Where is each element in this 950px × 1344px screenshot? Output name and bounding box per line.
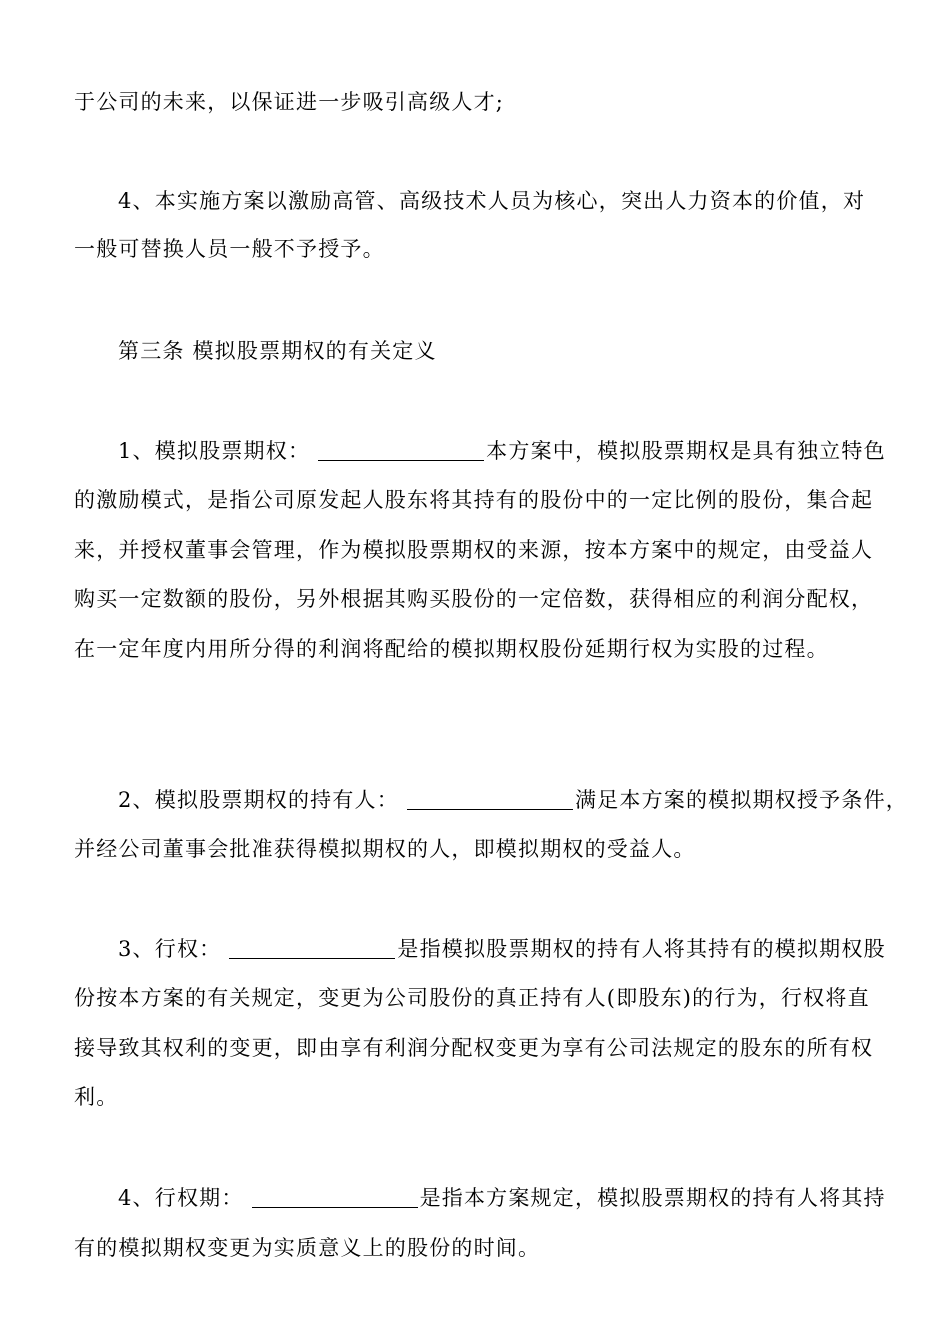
fill-in-blank (252, 1185, 418, 1208)
definition-term: 2、模拟股票期权的持有人： (118, 788, 399, 812)
definition-line (118, 1184, 928, 1212)
paragraph-line: 一般可替换人员一般不予授予。 (74, 237, 385, 261)
section-heading: 第三条 模拟股票期权的有关定义 (118, 339, 437, 363)
paragraph-line: 接导致其权利的变更，即由享有利润分配权变更为享有公司法规定的股东的所有权 (74, 1036, 874, 1060)
paragraph-line: 有的模拟期权变更为实质意义上的股份的时间。 (74, 1236, 541, 1260)
definition-text: 本方案中，模拟股票期权是具有独立特色 (486, 439, 886, 463)
paragraph-line: 份按本方案的有关规定，变更为公司股份的真正持有人(即股东)的行为，行权将直 (74, 986, 870, 1010)
definition-line (118, 935, 928, 963)
definition-line (118, 437, 928, 465)
paragraph-line: 来，并授权董事会管理，作为模拟股票期权的来源，按本方案中的规定，由受益人 (74, 538, 874, 562)
definition-text: 是指模拟股票期权的持有人将其持有的模拟期权股 (397, 937, 886, 961)
fill-in-blank (318, 438, 484, 461)
definition-term: 3、行权： (118, 937, 222, 961)
paragraph-line: 购买一定数额的股份，另外根据其购买股份的一定倍数，获得相应的利润分配权， (74, 587, 874, 611)
definition-line (118, 786, 928, 814)
paragraph-line: 4、本实施方案以激励高管、高级技术人员为核心，突出人力资本的价值，对 (118, 189, 866, 213)
definition-text: 满足本方案的模拟期权授予条件， (574, 788, 908, 812)
paragraph-line: 的激励模式，是指公司原发起人股东将其持有的股份中的一定比例的股份，集合起 (74, 488, 874, 512)
fill-in-blank (229, 936, 395, 959)
definition-term: 4、行权期： (118, 1186, 244, 1210)
definition-text: 是指本方案规定，模拟股票期权的持有人将其持 (419, 1186, 886, 1210)
definition-term: 1、模拟股票期权： (118, 439, 311, 463)
paragraph-line: 利。 (74, 1085, 119, 1109)
paragraph-line: 于公司的未来，以保证进一步吸引高级人才; (74, 90, 505, 114)
paragraph-line: 在一定年度内用所分得的利润将配给的模拟期权股份延期行权为实股的过程。 (74, 637, 829, 661)
paragraph-line: 并经公司董事会批准获得模拟期权的人，即模拟期权的受益人。 (74, 837, 696, 861)
fill-in-blank (407, 787, 573, 810)
